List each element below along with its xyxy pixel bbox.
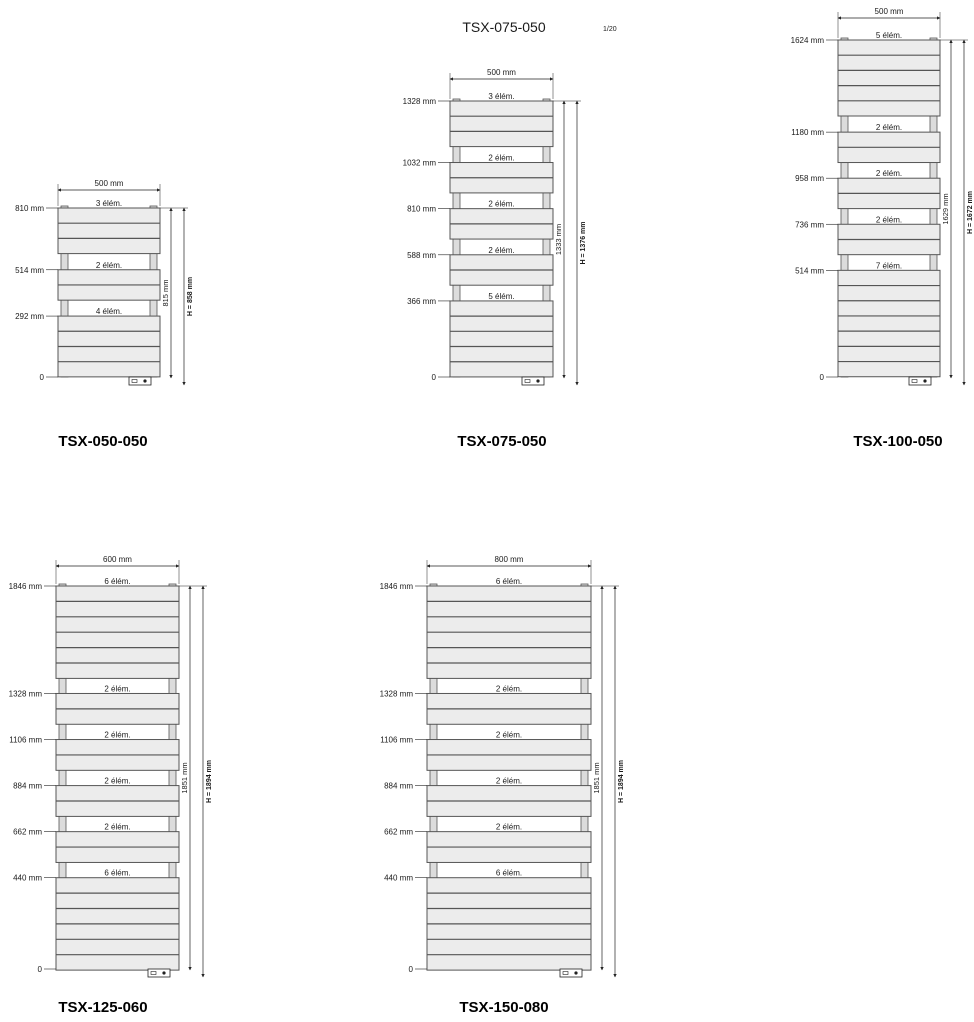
level-label: 0: [37, 965, 42, 974]
element-group-label: 6 élém.: [104, 577, 131, 586]
model-caption: TSX-100-050: [853, 433, 943, 450]
valve-knob-icon: [536, 379, 539, 382]
valve-icon: [148, 969, 170, 977]
radiator-tsx-075-050: [403, 68, 587, 450]
level-label: 366 mm: [407, 296, 436, 306]
level-label: 810 mm: [407, 204, 436, 214]
level-label: 736 mm: [795, 220, 824, 230]
sheet-scale: 1/20: [603, 26, 617, 33]
models-layer: [9, 7, 974, 1016]
element-group-label: 2 élém.: [875, 123, 903, 133]
total-height-label: H = 858 mm: [187, 276, 194, 317]
element-group-label: 2 élém.: [875, 169, 903, 179]
level-label: 1846 mm: [8, 582, 42, 591]
element-group-label: 2 élém.: [104, 684, 131, 694]
width-dimension-label: 500 mm: [94, 179, 124, 188]
level-label: 514 mm: [15, 265, 44, 275]
model-caption: TSX-150-080: [459, 999, 549, 1016]
level-label: 0: [408, 965, 413, 974]
model-caption: TSX-050-050: [58, 433, 148, 450]
level-label: 440 mm: [384, 873, 413, 883]
total-height-label: H = 1672 mm: [967, 191, 974, 234]
width-dimension-label: 800 mm: [494, 555, 524, 564]
element-group: [450, 101, 553, 147]
element-group-label: 5 élém.: [488, 291, 515, 301]
element-group-label: 2 élém.: [495, 776, 523, 786]
element-group-label: 3 élém.: [95, 199, 123, 208]
element-group-label: 2 élém.: [104, 822, 131, 832]
inner-height-label: 1333 mm: [554, 223, 563, 256]
element-group-label: 4 élém.: [95, 307, 123, 317]
valve-knob-icon: [574, 971, 577, 974]
element-group-label: 7 élém.: [875, 261, 903, 271]
sheet-header-title: TSX-075-050: [462, 19, 546, 35]
level-label: 292 mm: [15, 312, 44, 322]
level-label: 1328 mm: [8, 689, 42, 699]
element-group-label: 6 élém.: [495, 868, 523, 878]
inner-height-label: 1629 mm: [941, 193, 950, 225]
element-group-label: 2 élém.: [495, 684, 523, 694]
level-label: 1328 mm: [402, 97, 436, 106]
width-dimension-label: 600 mm: [103, 555, 132, 564]
element-group-label: 2 élém.: [488, 199, 515, 209]
valve-knob-icon: [143, 379, 146, 382]
radiator-tsx-150-080: [380, 555, 625, 1016]
valve-icon: [129, 377, 151, 385]
level-label: 1624 mm: [790, 36, 824, 45]
element-group-label: 2 élém.: [875, 215, 903, 225]
element-group-label: 2 élém.: [495, 822, 523, 832]
level-label: 884 mm: [13, 781, 42, 791]
level-label: 1032 mm: [402, 158, 436, 168]
width-dimension-label: 500 mm: [487, 68, 516, 77]
inner-height-label: 815 mm: [161, 279, 170, 307]
level-label: 1106 mm: [9, 735, 42, 745]
level-label: 514 mm: [795, 266, 824, 276]
level-label: 958 mm: [795, 174, 824, 184]
level-label: 588 mm: [407, 250, 436, 260]
radiator-tsx-100-050: [791, 7, 974, 450]
element-group: [450, 301, 553, 377]
level-label: 1180 mm: [791, 128, 824, 138]
element-group-label: 5 élém.: [875, 31, 903, 40]
inner-height-label: 1851 mm: [180, 762, 189, 794]
model-caption: TSX-125-060: [58, 999, 148, 1016]
level-label: 662 mm: [13, 827, 42, 837]
element-group-label: 2 élém.: [104, 730, 131, 740]
level-label: 440 mm: [13, 873, 42, 883]
total-height-label: H = 1376 mm: [580, 221, 587, 265]
element-group-label: 2 élém.: [95, 260, 123, 270]
element-group-label: 2 élém.: [488, 153, 515, 163]
element-group-label: 2 élém.: [104, 776, 131, 786]
level-label: 0: [819, 373, 824, 382]
level-label: 810 mm: [15, 204, 44, 213]
model-caption: TSX-075-050: [457, 433, 547, 450]
radiator-tsx-050-050: [15, 179, 194, 450]
radiator-tsx-125-060: [9, 555, 213, 1016]
element-group: [58, 208, 160, 254]
total-height-label: H = 1894 mm: [618, 760, 625, 803]
valve-knob-icon: [162, 971, 165, 974]
level-label: 1846 mm: [379, 582, 413, 591]
element-group-label: 2 élém.: [488, 245, 515, 255]
inner-height-label: 1851 mm: [592, 762, 601, 794]
width-dimension-label: 500 mm: [874, 7, 904, 16]
level-label: 1328 mm: [379, 689, 413, 699]
level-label: 0: [39, 373, 44, 382]
level-label: 884 mm: [384, 781, 413, 791]
element-group-label: 2 élém.: [495, 730, 523, 740]
level-label: 662 mm: [384, 827, 413, 837]
element-group-label: 6 élém.: [104, 868, 131, 878]
level-label: 1106 mm: [380, 735, 413, 745]
element-group-label: 6 élém.: [495, 577, 523, 586]
element-group: [838, 40, 940, 116]
element-group-label: 3 élém.: [488, 92, 515, 101]
element-group: [838, 270, 940, 376]
total-height-label: H = 1894 mm: [206, 760, 213, 803]
level-label: 0: [431, 373, 436, 382]
valve-knob-icon: [923, 379, 926, 382]
